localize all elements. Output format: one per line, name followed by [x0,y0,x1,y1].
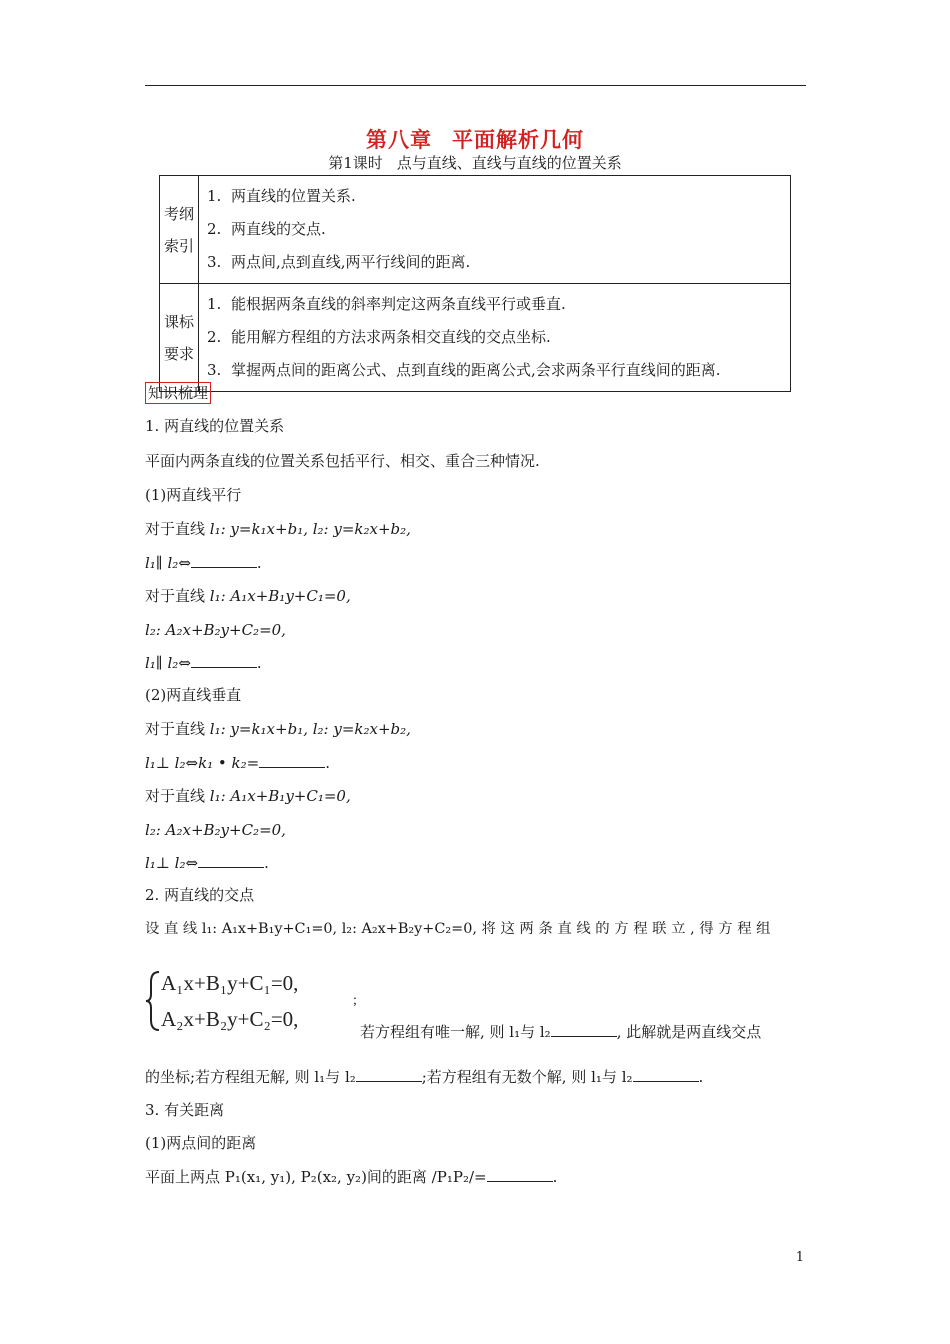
item-text: 能用解方程组的方法求两条相交直线的交点坐标. [231,328,551,346]
fill-blank-line [145,1167,557,1187]
fill-blank-line [145,753,330,773]
section-heading: 2. 两直线的交点 [145,886,255,904]
formula: l₁∥ l₂⇔ [145,654,191,672]
table-row [160,284,791,392]
formula: l₁∥ l₂⇔ [145,554,191,572]
item-number: 3. [207,253,222,271]
table-row [160,176,791,284]
text: 对于直线 [145,787,210,805]
formula-line [145,786,351,806]
section-heading: 3. 有关距离 [145,1101,225,1119]
answer-blank[interactable] [487,1167,553,1182]
row-header-line: 课标 [163,312,194,331]
formula: l₁⊥ l₂⇔ [145,854,199,872]
row-header [160,176,199,284]
text: 对于直线 [145,520,210,538]
fill-blank-line [360,1022,761,1042]
item-number: 2. [207,328,222,346]
syllabus-table [159,175,791,392]
chapter-number: 第八章 [366,127,432,152]
formula: l₁⊥ l₂⇔k₁ • k₂= [145,754,260,772]
list-item [207,213,790,246]
formula: l₂: A₂x+B₂y+C₂=0, [145,621,286,639]
row-items [199,176,791,284]
page-number: 1 [795,1250,804,1265]
lesson-title [0,152,950,173]
fill-blank-line [145,553,262,573]
item-text: 两直线的位置关系. [231,187,356,205]
formula-line [145,620,286,640]
answer-blank[interactable] [191,653,257,668]
subheading: (1)两点间的距离 [145,1134,257,1152]
formula-line [145,519,411,539]
fill-blank-line [145,653,262,673]
list-item [207,321,790,354]
lesson-number: 第1课时 [328,154,383,172]
text: . [698,1068,704,1086]
answer-blank[interactable] [633,1067,699,1082]
header-rule [145,85,806,86]
equation-2: A₂x+B₂y+C₂=0, [161,1007,299,1031]
answer-blank[interactable] [191,553,257,568]
item-text: 两直线的交点. [231,220,326,238]
fill-blank-line [145,1067,703,1087]
row-header-line: 要求 [163,344,194,363]
section-heading: 1. 两直线的位置关系 [145,417,285,435]
text: 的坐标;若方程组无解, 则 l₁与 l₂ [145,1068,356,1086]
left-brace [146,972,159,1030]
item-number: 1. [207,187,222,205]
equation-system-graphic [145,966,360,1036]
formula: l₁: A₁x+B₁y+C₁=0, [209,787,351,805]
answer-blank[interactable] [198,853,264,868]
row-header-line: 考纲 [163,204,194,223]
text: ;若方程组有无数个解, 则 l₁与 l₂ [421,1068,633,1086]
row-items [199,284,791,392]
lesson-name: 点与直线、直线与直线的位置关系 [396,154,622,172]
list-item [207,246,790,279]
semicolon: ; [353,993,357,1008]
section-tag: 知识梳理 [145,382,211,404]
chapter-title [0,124,950,154]
subheading: (2)两直线垂直 [145,686,242,704]
item-text: 掌握两点间的距离公式、点到直线的距离公式,会求两条平行直线间的距离. [231,361,721,379]
row-header-line: 索引 [163,236,194,255]
paragraph: 设 直 线 l₁: A₁x+B₁y+C₁=0, l₂: A₂x+B₂y+C₂=0, 将 这 两 条 直 线 的 方 程 联 立 , 得 方 程 组 [145,921,771,937]
text: 若方程组有唯一解, 则 l₁与 l₂ [360,1023,551,1041]
text: . [325,754,331,772]
formula-line [145,586,351,606]
formula-line [145,820,286,840]
subheading: (1)两直线平行 [145,486,242,504]
text: 对于直线 [145,587,210,605]
item-text: 能根据两条直线的斜率判定这两条直线平行或垂直. [231,295,566,313]
formula-line [145,719,411,739]
paragraph: 平面内两条直线的位置关系包括平行、相交、重合三种情况. [145,452,540,470]
text: , 此解就是两直线交点 [616,1023,762,1041]
answer-blank[interactable] [259,753,325,768]
item-number: 1. [207,295,222,313]
fill-blank-line [145,853,269,873]
item-number: 2. [207,220,222,238]
answer-blank[interactable] [356,1067,422,1082]
text: 平面上两点 P₁(x₁, y₁), P₂(x₂, y₂)间的距离 /P₁P₂/= [145,1168,487,1186]
text: . [264,854,269,872]
formula: l₁: y=k₁x+b₁, l₂: y=k₂x+b₂, [209,520,411,538]
list-item [207,180,790,213]
formula: l₁: A₁x+B₁y+C₁=0, [209,587,351,605]
formula: l₁: y=k₁x+b₁, l₂: y=k₂x+b₂, [209,720,411,738]
list-item [207,354,790,387]
item-text: 两点间,点到直线,两平行线间的距离. [231,253,471,271]
answer-blank[interactable] [551,1022,617,1037]
equation-system [145,966,360,1036]
text: . [552,1168,558,1186]
item-number: 3. [207,361,222,379]
row-header [160,284,199,392]
text: . [256,554,262,572]
text: 对于直线 [145,720,210,738]
chapter-name: 平面解析几何 [452,127,584,152]
text: . [256,654,262,672]
formula: l₂: A₂x+B₂y+C₂=0, [145,821,286,839]
list-item [207,288,790,321]
equation-1: A₁x+B₁y+C₁=0, [161,971,299,995]
